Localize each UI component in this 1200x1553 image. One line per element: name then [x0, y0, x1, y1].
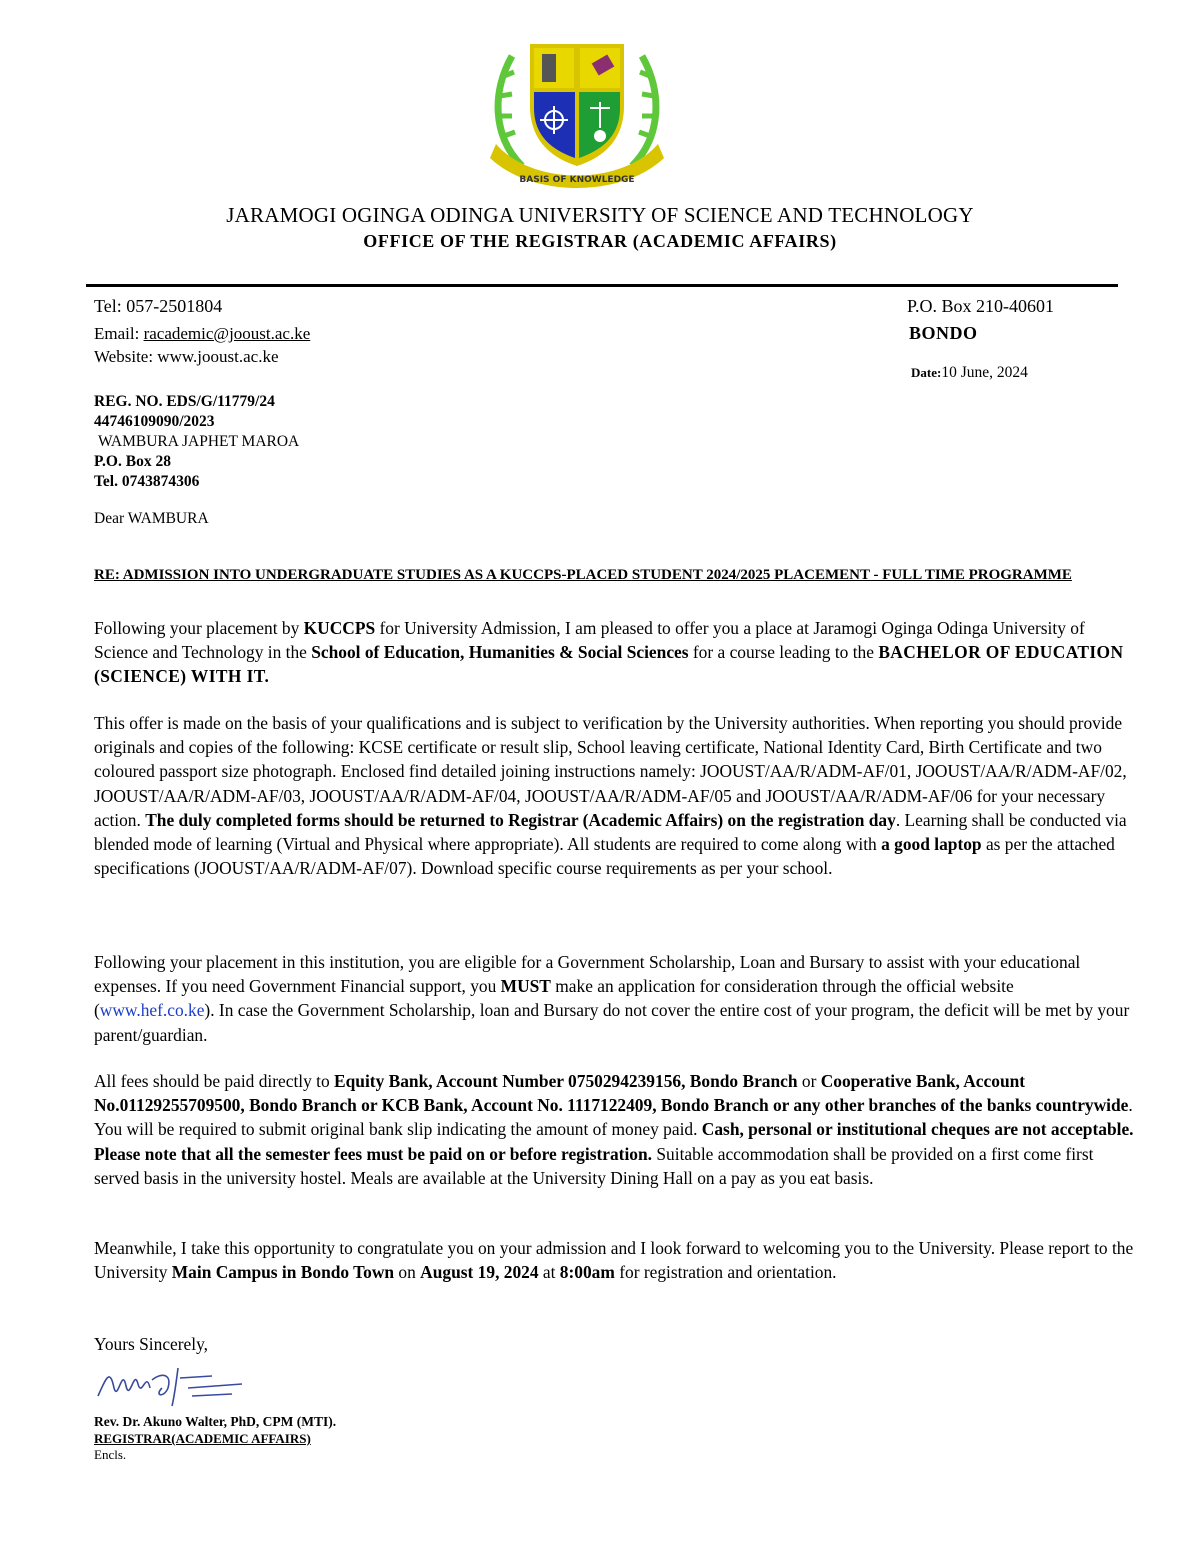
email-line: [94, 324, 310, 344]
index-no: 44746109090/2023: [94, 413, 215, 430]
date-value: 10 June, 2024: [941, 364, 1028, 381]
recipient-block: [94, 392, 299, 492]
email-label: Email:: [94, 324, 144, 343]
paragraph-financial-support: Following your placement in this institution, you are eligible for a Government Scholarship, Loan and Bursary to assist with your educational expenses. If you need Government Financial support, you MUST make an application for consideration through the official website (www.hef.co.ke). In case the Government Scholarship, loan and Bursary do not cover the entire cost of your program, the deficit will be met by your parent/guardian.: [94, 952, 1130, 1045]
hef-website-link[interactable]: www.hef.co.ke: [99, 1000, 205, 1021]
tel-line: Tel: 057-2501804: [94, 296, 223, 316]
town: BONDO: [909, 323, 978, 343]
paragraph-reporting: Meanwhile, I take this opportunity to congratulate you on your admission and I look forward to welcoming you to the University. Please report to the University Main Campus in Bondo Town on August 19, 2024 at 8:00am for registration and orientation.: [94, 1238, 1134, 1283]
crest-motto: BASIS OF KNOWLEDGE: [519, 175, 635, 185]
signature-image: [92, 1358, 252, 1410]
closing-yours: Yours Sincerely,: [94, 1334, 209, 1354]
recipient-box: P.O. Box 28: [94, 453, 171, 470]
website-line: Website: www.jooust.ac.ke: [94, 347, 279, 366]
reg-no: REG. NO. EDS/G/11779/24: [94, 393, 275, 410]
recipient-tel: Tel. 0743874306: [94, 473, 200, 490]
recipient-name: WAMBURA JAPHET MAROA: [98, 433, 300, 450]
university-crest-logo: [482, 36, 672, 196]
date-label: Date:: [911, 365, 942, 380]
signatory-name: Rev. Dr. Akuno Walter, PhD, CPM (MTI).: [94, 1414, 337, 1429]
date-line: [911, 364, 1028, 382]
header-divider: [86, 284, 1118, 287]
paragraph-offer-terms: This offer is made on the basis of your qualifications and is subject to verification by the University authorities. When reporting you should provide originals and copies of the following: KCSE certificate or result slip, School leaving certificate, National Identity Card, Birth Certificate and two coloured passport size photograph. Enclosed find detailed joining instructions namely: JOOUST/AA/R/ADM-AF/01, JOOUST/AA/R/ADM-AF/02, JOOUST/AA/R/ADM-AF/03, JOOUST/AA/R/ADM-AF/04, JOOUST/AA/R/ADM-AF/05 and JOOUST/AA/R/ADM-AF/06 for your necessary action. The duly completed forms should be returned to Registrar (Academic Affairs) on the registration day. Learning shall be conducted via blended mode of learning (Virtual and Physical where appropriate). All students are required to come along with a good laptop as per the attached specifications (JOOUST/AA/R/ADM-AF/07). Download specific course requirements as per your school.: [94, 713, 1127, 879]
email-link[interactable]: racademic@jooust.ac.ke: [143, 324, 311, 343]
po-box: P.O. Box 210-40601: [907, 296, 1055, 316]
salutation: Dear WAMBURA: [94, 510, 209, 527]
paragraph-placement: Following your placement by KUCCPS for University Admission, I am pleased to offer you a place at Jaramogi Oginga Odinga University of Science and Technology in the School of Education, Humanities & Social Sciences for a course leading to the BACHELOR OF EDUCATION (SCIENCE) WITH IT.: [94, 618, 1124, 687]
signatory-title: REGISTRAR(ACADEMIC AFFAIRS): [94, 1431, 311, 1446]
enclosures-note: Encls.: [94, 1447, 127, 1462]
subject-line: RE: ADMISSION INTO UNDERGRADUATE STUDIES AS A KUCCPS-PLACED STUDENT 2024/2025 PLACEMENT - FULL TIME PROGRAMME: [94, 567, 1072, 583]
office-title: OFFICE OF THE REGISTRAR (ACADEMIC AFFAIRS): [363, 231, 837, 251]
paragraph-fees: All fees should be paid directly to Equity Bank, Account Number 0750294239156, Bondo Branch or Cooperative Bank, Account No.01129255709500, Bondo Branch or KCB Bank, Account No. 1117122409, Bondo Branch or any other branches of the banks countrywide. You will be required to submit original bank slip indicating the amount of money paid. Cash, personal or institutional cheques are not acceptable. Please note that all the semester fees must be paid on or before registration. Suitable accommodation shall be provided on a first come first served basis in the university hostel. Meals are available at the University Dining Hall on a pay as you eat basis.: [94, 1071, 1134, 1188]
university-name: JARAMOGI OGINGA ODINGA UNIVERSITY OF SCIENCE AND TECHNOLOGY: [226, 203, 974, 227]
